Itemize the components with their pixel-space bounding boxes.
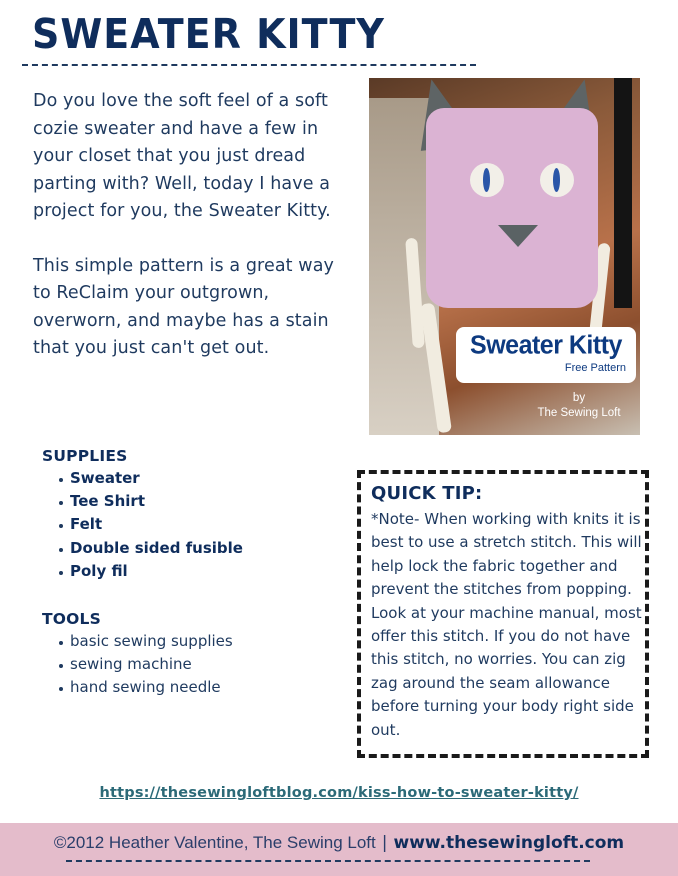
list-item: Sweater xyxy=(58,467,302,490)
photo-stair-post xyxy=(614,78,632,308)
photo-title-label xyxy=(456,327,636,383)
intro-paragraph-1: Do you love the soft feel of a soft cozie sweater and have a few in your closet that you just dread parting with? Well, today I have a project for you, the Sweater Kitty. xyxy=(33,91,331,221)
quick-tip-heading: QUICK TIP: xyxy=(371,483,483,504)
cat-body xyxy=(426,108,598,308)
list-item: Double sided fusible xyxy=(58,537,302,560)
page-title: SWEATER KITTY xyxy=(32,10,385,58)
list-item: basic sewing supplies xyxy=(58,630,302,653)
cat-eye-left xyxy=(470,163,504,197)
list-item: sewing machine xyxy=(58,653,302,676)
quick-tip-body: *Note- When working with knits it is best to use a stretch stitch. This will help lock the fabric together and prevent the stitches from popping. Look at your machine manual, most offer this stitch. If you do not have this stitch, no worries. You can zig zag around the seam allowance before turning your body right side out. xyxy=(371,510,642,739)
supplies-section xyxy=(42,447,302,583)
footer-line xyxy=(0,833,678,853)
intro-text xyxy=(33,88,343,363)
list-item: Felt xyxy=(58,513,302,536)
photo-byline-by: by xyxy=(572,392,586,404)
title-dashed-divider xyxy=(22,64,476,66)
list-item: Poly fil xyxy=(58,560,302,583)
footer-copyright: ©2012 Heather Valentine, The Sewing Loft xyxy=(53,833,376,852)
photo-label-subtitle: Free Pattern xyxy=(564,362,626,374)
sweater-kitty-photo xyxy=(369,78,640,435)
cat-nose xyxy=(498,225,538,247)
tools-list xyxy=(42,630,302,700)
footer-dashed-divider xyxy=(66,860,590,862)
quick-tip-box xyxy=(357,470,649,758)
tools-heading: TOOLS xyxy=(42,610,101,628)
cat-eye-right xyxy=(540,163,574,197)
tools-section xyxy=(42,610,302,700)
list-item: Tee Shirt xyxy=(58,490,302,513)
photo-label-title: Sweater Kitty xyxy=(470,330,622,360)
footer-website-link[interactable]: www.thesewingloft.com xyxy=(393,833,625,853)
footer-separator: | xyxy=(381,833,388,853)
photo-byline-name: The Sewing Loft xyxy=(537,407,621,419)
tutorial-link[interactable]: https://thesewingloftblog.com/kiss-how-to-sweater-kitty/ xyxy=(99,785,579,801)
supplies-list xyxy=(42,467,302,583)
intro-paragraph-2: This simple pattern is a great way to ReClaim your outgrown, overworn, and maybe has a stain that you just can't get out. xyxy=(33,255,334,358)
footer xyxy=(0,823,678,876)
list-item: hand sewing needle xyxy=(58,676,302,699)
photo-byline xyxy=(519,391,639,421)
supplies-heading: SUPPLIES xyxy=(42,447,128,465)
